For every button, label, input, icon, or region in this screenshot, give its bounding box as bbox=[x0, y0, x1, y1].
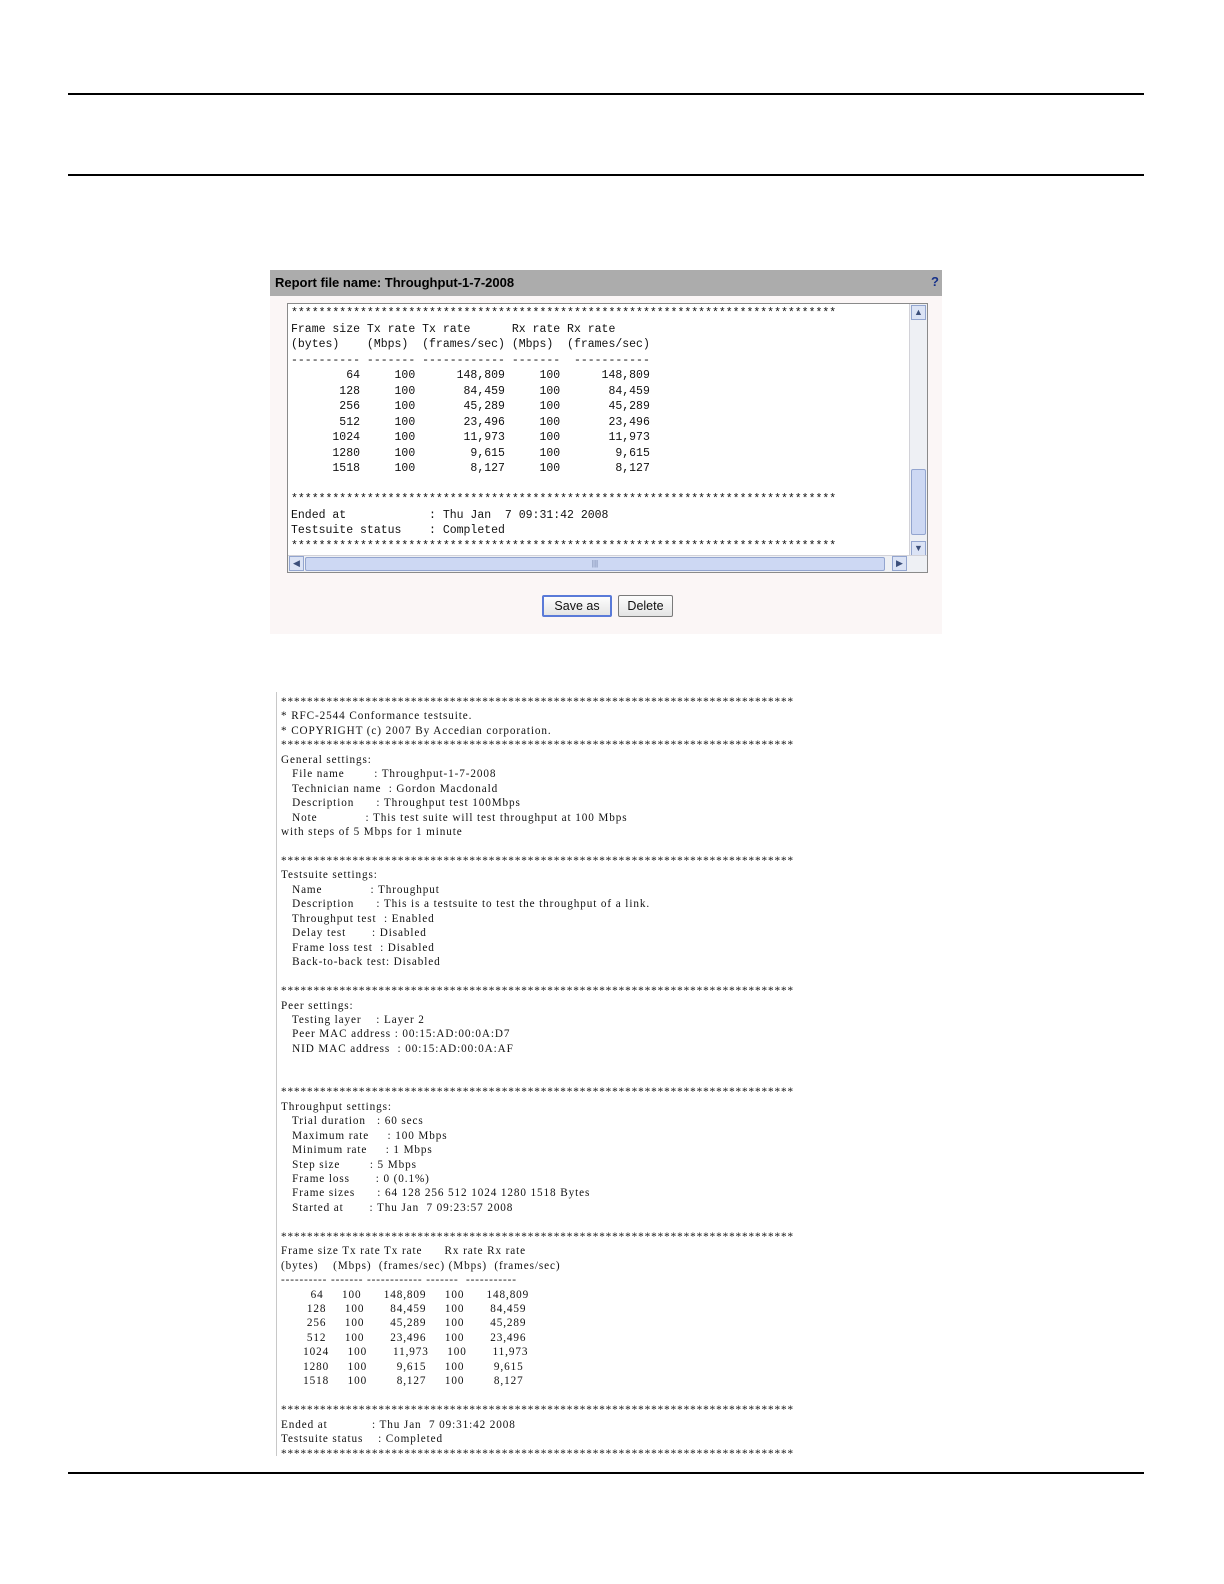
vertical-scroll-thumb[interactable] bbox=[911, 469, 926, 535]
report-panel bbox=[270, 270, 942, 634]
footer-rule bbox=[68, 1472, 1144, 1474]
scroll-right-icon[interactable]: ▶ bbox=[892, 556, 907, 571]
help-icon[interactable]: ? bbox=[931, 274, 939, 289]
scroll-up-icon[interactable]: ▲ bbox=[911, 305, 926, 320]
horizontal-scroll-thumb[interactable]: ||| bbox=[305, 557, 885, 571]
full-report-text: ******************************************************************************* * RFC-2544 Conformance testsuite. * COPYRIGHT (c) 2007 By Accedian corporation. ******************************************************************************* General settings: File name : Throughput-1-7-2008 Technician name : Gordon Macdonald Description : Throughput test 100Mbps Note : This test suite will test throughput at 100 Mbps with steps of 5 Mbps for 1 minute ******************************************************************************* Testsuite settings: Name : Throughput Description : This is a testsuite to test the throughput of a link. Throughput test : Enabled Delay test : Disabled Frame loss test : Disabled Back-to-back test: Disabled ******************************************************************************* Peer settings: Testing layer : Layer 2 Peer MAC address : 00:15:AD:00:0A:D7 NID MAC address : 00:15:AD:00:0A:AF ******************************************************************************* Throughput settings: Trial duration : 60 secs Maximum rate : 100 Mbps Minimum rate : 1 Mbps Step size : 5 Mbps Frame loss : 0 (0.1%) Frame sizes : 64 128 256 512 1024 1280 1518 Bytes Started at : Thu Jan 7 09:23:57 2008 ******************************************************************************* Frame size Tx rate Tx rate Rx rate Rx rate (bytes) (Mbps) (frames/sec) (Mbps) (frames/sec) ---------- ------- ------------ ------- ----------- 64 100 148,809 100 148,809 128 100 84,459 100 84,459 256 100 45,289 100 45,289 512 100 23,496 100 23,496 1024 100 11,973 100 11,973 1280 100 9,615 100 9,615 1518 100 8,127 100 8,127 ******************************************************************************* Ended at : Thu Jan 7 09:31:42 2008 Testsuite status : Completed ******************************************************************************* bbox=[281, 696, 795, 1460]
top-rule bbox=[68, 93, 1144, 95]
full-report-printout bbox=[276, 692, 925, 1460]
panel-header bbox=[270, 270, 942, 296]
header-rule bbox=[68, 174, 1144, 176]
horizontal-scrollbar[interactable] bbox=[288, 555, 927, 572]
delete-button[interactable]: Delete bbox=[618, 595, 673, 617]
report-text-content: ******************************************************************************* Frame size Tx rate Tx rate Rx rate Rx rate (bytes) (Mbps) (frames/sec) (Mbps) (frames/sec) ---------- ------- ------------ ------- ----------- 64 100 148,809 100 148,809 128 100 84,459 100 84,459 256 100 45,289 100 45,289 512 100 23,496 100 23,496 1024 100 11,973 100 11,973 1280 100 9,615 100 9,615 1518 100 8,127 100 8,127 ******************************************************************************* Ended at : Thu Jan 7 09:31:42 2008 Testsuite status : Completed ******************************************************************************* bbox=[291, 307, 837, 553]
report-file-name-title: Report file name: Throughput-1-7-2008 bbox=[275, 275, 515, 290]
scroll-left-icon[interactable]: ◀ bbox=[289, 556, 304, 571]
vertical-scrollbar[interactable] bbox=[909, 304, 927, 557]
scroll-down-icon[interactable]: ▼ bbox=[911, 541, 926, 556]
report-text-area[interactable] bbox=[287, 303, 928, 573]
save-as-button[interactable]: Save as bbox=[542, 595, 612, 617]
